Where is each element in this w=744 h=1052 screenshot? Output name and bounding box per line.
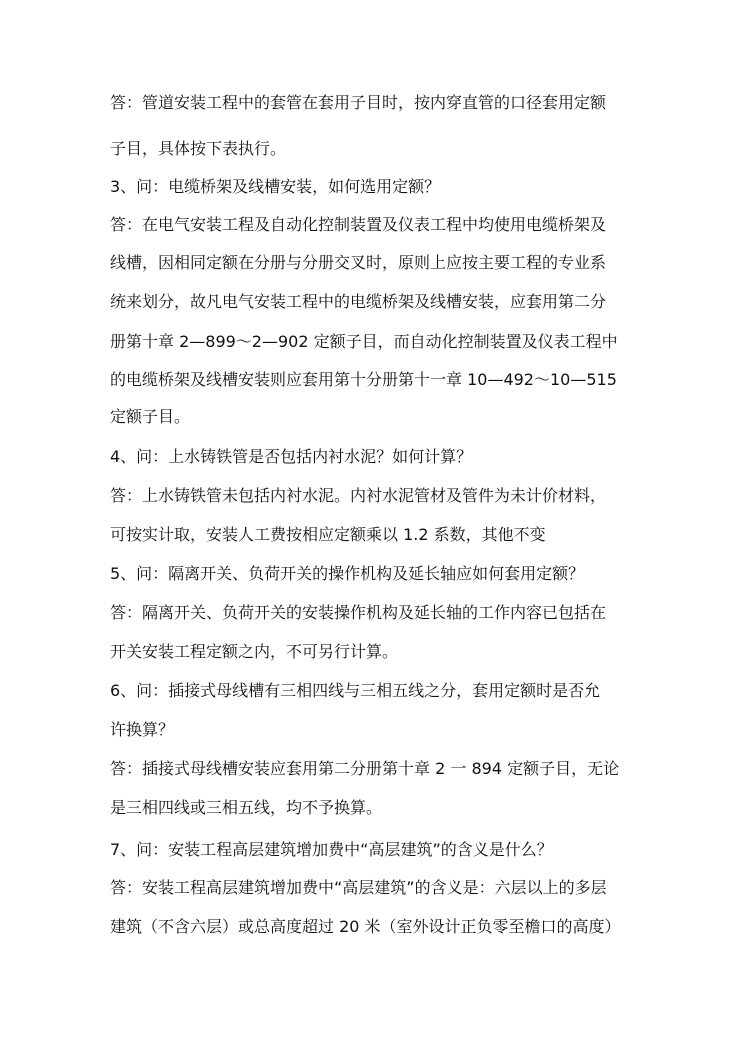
question-7: 7、问：安装工程高层建筑增加费中“高层建筑”的含义是什么？ [110,840,553,859]
text-line: 许换算？ [110,720,175,739]
text-line: 答：上水铸铁管未包括内衬水泥。内衬水泥管材及管件为未计价材料， [110,486,607,505]
text-line: 答：插接式母线槽安装应套用第二分册第十章 2 一 894 定额子目，无论 [110,759,620,778]
question-5: 5、问：隔离开关、负荷开关的操作机构及延长轴应如何套用定额？ [110,564,585,583]
text-line: 答：隔离开关、负荷开关的安装操作机构及延长轴的工作内容已包括在 [110,603,607,622]
text-line: 答：在电气安装工程及自动化控制装置及仪表工程中均使用电缆桥架及 [110,215,607,234]
text-line: 开关安装工程定额之内，不可另行计算。 [110,642,399,661]
text-line: 定额子目。 [110,407,191,426]
question-3: 3、问：电缆桥架及线槽安装，如何选用定额？ [110,177,441,196]
text-line: 线槽，因相同定额在分册与分册交叉时，原则上应按主要工程的专业系 [110,253,607,272]
text-line: 答：安装工程高层建筑增加费中“高层建筑”的含义是：六层以上的多层 [110,878,607,897]
text-line: 是三相四线或三相五线，均不予换算。 [110,798,383,817]
text-line: 统来划分，故凡电气安装工程中的电缆桥架及线槽安装，应套用第二分 [110,292,607,311]
text-line: 册第十章 2—899～2—902 定额子目，而自动化控制装置及仪表工程中 [110,332,618,351]
question-6: 6、问：插接式母线槽有三相四线与三相五线之分，套用定额时是否允 [110,681,601,700]
text-line: 的电缆桥架及线槽安装则应套用第十分册第十一章 10—492～10—515 [110,370,617,389]
text-line: 子目，具体按下表执行。 [110,139,287,158]
question-4: 4、问：上水铸铁管是否包括内衬水泥？如何计算？ [110,447,473,466]
text-line: 答：管道安装工程中的套管在套用子目时，按内穿直管的口径套用定额 [110,93,607,112]
text-line: 建筑（不含六层）或总高度超过 20 米（室外设计正负零至檐口的高度） [110,917,621,936]
text-line: 可按实计取，安装人工费按相应定额乘以 1.2 系数，其他不变 [110,525,546,544]
